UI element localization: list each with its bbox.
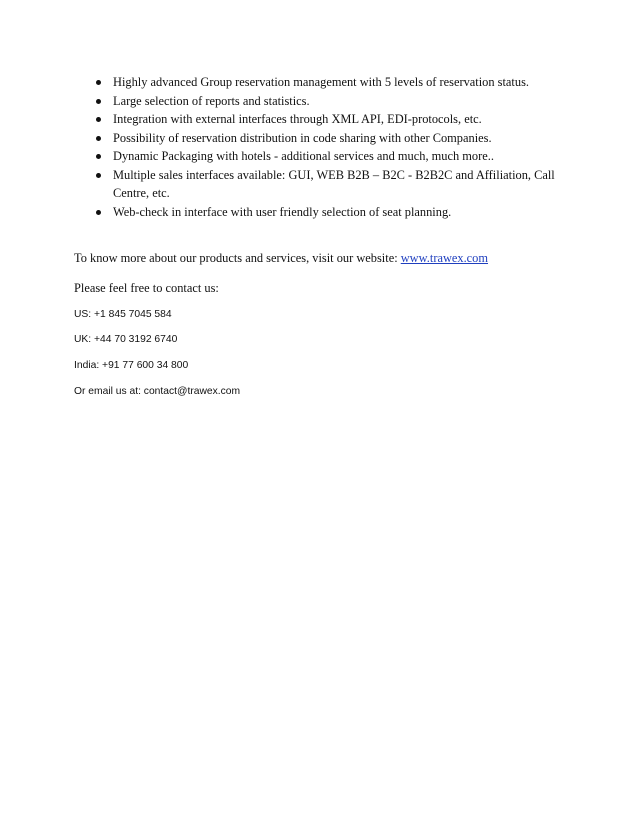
contact-uk-phone: UK: +44 70 3192 6740 — [74, 334, 178, 345]
contact-india-phone: India: +91 77 600 34 800 — [74, 360, 189, 371]
bullet-item — [96, 147, 566, 166]
bullet-item — [96, 110, 566, 129]
bullet-text: Dynamic Packaging with hotels - additional services and much, much more.. — [113, 149, 494, 163]
contact-email: Or email us at: contact@trawex.com — [74, 386, 241, 397]
bullet-text: Large selection of reports and statistics. — [113, 93, 310, 108]
bullet-icon — [96, 117, 101, 122]
bullet-text: Highly advanced Group reservation management with 5 levels of reservation status. — [113, 75, 529, 89]
feature-bullet-list — [96, 73, 566, 221]
bullet-icon — [96, 210, 101, 215]
bullet-icon — [96, 136, 101, 141]
bullet-item — [96, 73, 566, 92]
website-link[interactable]: www.trawex.com — [400, 251, 489, 265]
bullet-item — [96, 92, 566, 111]
bullet-text: Integration with external interfaces through XML API, EDI-protocols, etc. — [113, 112, 482, 126]
website-paragraph — [74, 251, 488, 266]
bullet-text: Web-check in interface with user friendly selection of seat planning. — [113, 204, 452, 219]
bullet-item — [96, 166, 566, 203]
bullet-icon — [96, 99, 101, 104]
bullet-text: Multiple sales interfaces available: GUI, WEB B2B – B2C - B2B2C and Affiliation, Call Centre, etc. — [113, 167, 555, 200]
bullet-item — [96, 203, 566, 222]
contact-us-phone: US: +1 845 7045 584 — [74, 309, 172, 320]
contact-intro: Please feel free to contact us: — [74, 281, 219, 295]
bullet-icon — [96, 154, 101, 159]
bullet-icon — [96, 80, 101, 85]
bullet-item — [96, 129, 566, 148]
website-text: To know more about our products and services, visit our website: — [74, 251, 401, 265]
bullet-icon — [96, 173, 101, 178]
bullet-text: Possibility of reservation distribution in code sharing with other Companies. — [113, 130, 492, 145]
